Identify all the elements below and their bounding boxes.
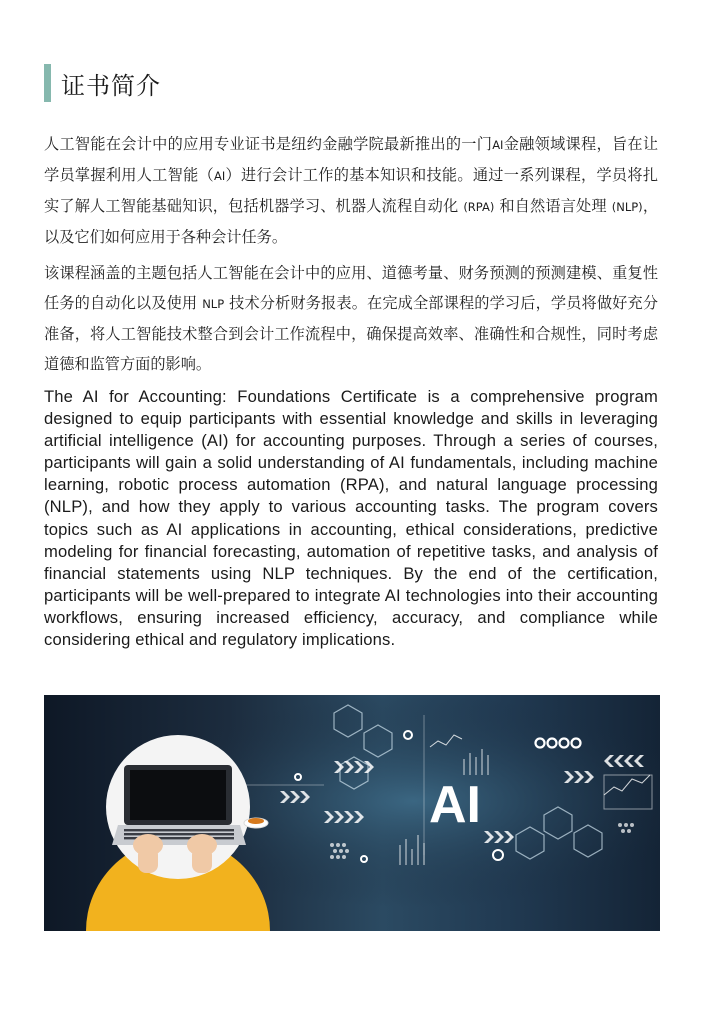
hero-ai-label: AI xyxy=(429,776,481,834)
coffee-cup xyxy=(244,818,268,828)
laptop xyxy=(112,765,246,845)
hero-image-ai-accounting xyxy=(44,695,660,931)
text-run: 技术分析财务报表。在完成全部课程的学习后，学员将做好充分准备，将人工智能技术整合到会计工作流程中，确保提高效率、准确性和合规性，同时考虑道德和监管方面的影响。 xyxy=(44,294,659,373)
intro-en-paragraph: The AI for Accounting: Foundations Certificate is a comprehensive program designed to equip participants with essential knowledge and skills in leveraging artificial intelligence (AI) for accounting purposes. Through a series of courses, participants will gain a solid understanding of AI fundamentals, including machine learning, robotic process automation (RPA), and natural language processing (NLP), and how they apply to various accounting tasks. The program covers topics such as AI applications in accounting, ethical considerations, predictive modeling for financial forecasting, automation of repetitive tasks, and analysis of financial statements using NLP techniques. By the end of the certification, participants will be well-prepared to integrate AI technologies into their accounting workflows, ensuring increased efficiency, accuracy, and compliance while considering ethical and regulatory implications. xyxy=(44,387,658,650)
section-header xyxy=(44,64,161,102)
latin-term: AI xyxy=(214,169,226,183)
latin-term: (RPA) xyxy=(463,200,495,214)
text-run: ）进行会计工作的基本知识和技能。通过一系列课程，学员将扎实了解人工智能基础知识，包括机器学习、机器人流程自动化 xyxy=(44,166,659,215)
text-run: 该课程涵盖的主题包括人工智能在会计中的应用、道德考量、财务预测的预测建模、重复性任务的自动化以及使用 xyxy=(44,264,658,312)
latin-term: (NLP) xyxy=(611,200,643,214)
hero-illustration xyxy=(44,695,660,931)
latin-term: NLP xyxy=(202,297,225,311)
section-title: 证书简介 xyxy=(61,71,161,100)
intro-zh-paragraph-2 xyxy=(44,258,658,379)
text-run: ，以及它们如何应用于各种会计任务。 xyxy=(44,197,659,246)
intro-zh-paragraph-1 xyxy=(44,129,658,252)
text-run: 人工智能在会计中的应用专业证书是纽约金融学院最新推出的一门 xyxy=(44,135,493,153)
title-accent-bar xyxy=(44,64,51,102)
latin-term: AI xyxy=(492,138,504,152)
text-run: 金融领域课程，旨在让学员掌握利用人工智能（ xyxy=(44,135,659,184)
text-run: 和自然语言处理 xyxy=(494,197,612,215)
